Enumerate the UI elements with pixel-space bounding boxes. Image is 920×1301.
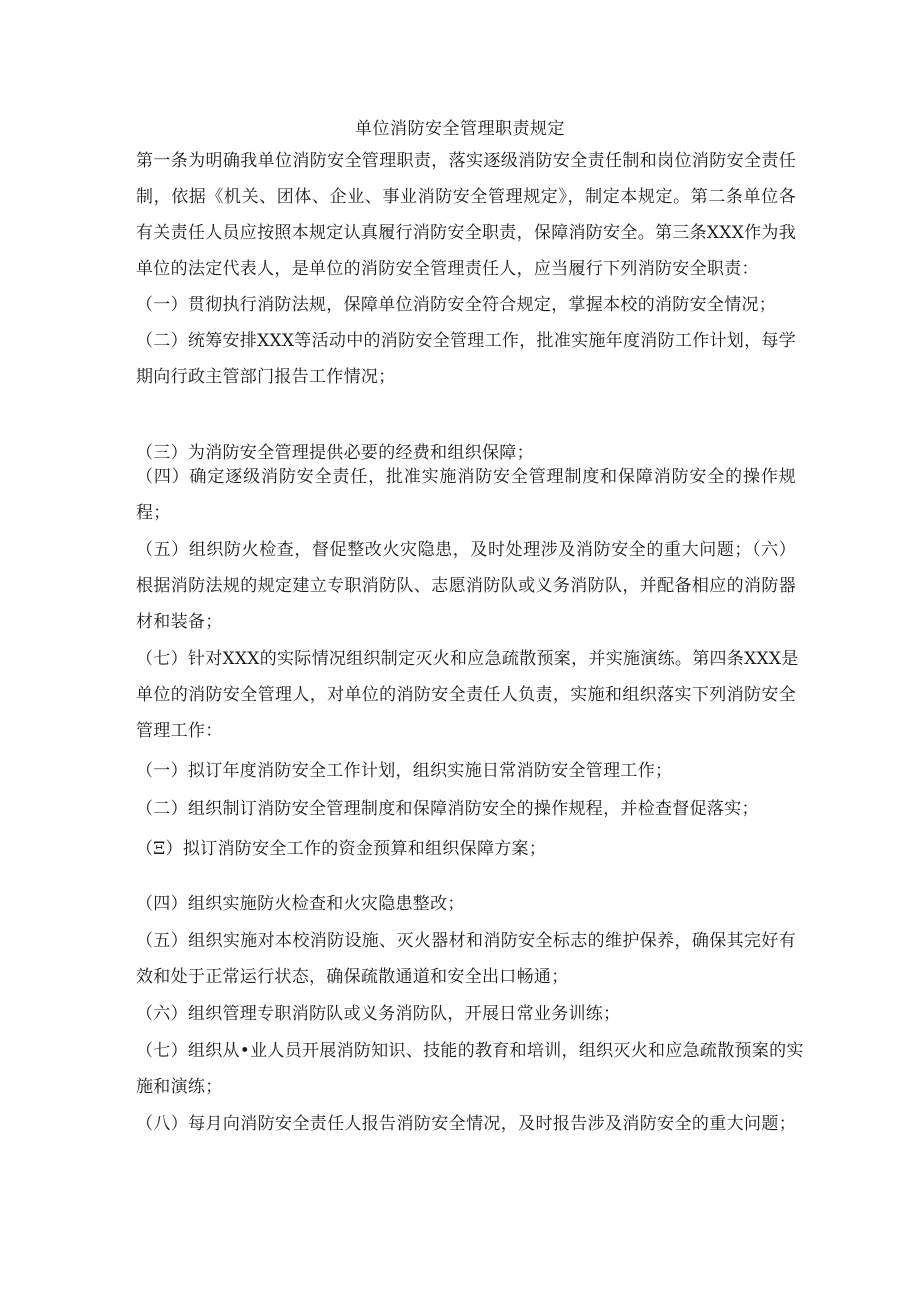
paragraph-line: （Ξ）拟订消防安全工作的资金预算和组织保障方案； [136,839,547,859]
paragraph-line: （七）组织从•业人员开展消防知识、技能的教育和培训，组织灭火和应急疏散预案的实 [136,1041,804,1061]
paragraph-line: （五）组织实施对本校消防设施、灭火器材和消防安全标志的维护保养，确保其完好有 [136,931,796,951]
paragraph-line: 根据消防法规的规定建立专职消防队、志愿消防队或义务消防队，并配备相应的消防器 [136,576,796,596]
paragraph-line: （四）确定逐级消防安全责任，批准实施消防安全管理制度和保障消防安全的操作规 [136,467,796,487]
paragraph-line: （五）组织防火检查，督促整改火灾隐患，及时处理涉及消防安全的重大问题；（六） [136,540,796,560]
paragraph-line: 材和装备； [136,612,223,632]
paragraph-line: 效和处于正常运行状态，确保疏散通道和安全出口畅通； [136,967,569,987]
paragraph-line: 程； [136,503,171,523]
paragraph-line: 单位的法定代表人，是单位的消防安全管理责任人，应当履行下列消防安全职责： [136,259,759,279]
paragraph-line: 有关责任人员应按照本规定认真履行消防安全职责，保障消防安全。第三条XXX作为我 [136,223,797,243]
paragraph-line: （三）为消防安全管理提供必要的经费和组织保障； [136,443,534,463]
paragraph-line: （八）每月向消防安全责任人报告消防安全情况，及时报告涉及消防安全的重大问题； [136,1114,796,1134]
paragraph-line: 管理工作： [136,721,223,741]
paragraph-line: 期向行政主管部门报告工作情况； [136,367,396,387]
paragraph-line: （二）统筹安排XXX等活动中的消防安全管理工作，批准实施年度消防工作计划，每学 [136,331,797,351]
paragraph-line: （一）拟订年度消防安全工作计划，组织实施日常消防安全管理工作； [136,761,673,781]
document-title: 单位消防安全管理职责规定 [355,119,565,139]
paragraph-line: 单位的消防安全管理人，对单位的消防安全责任人负责，实施和组织落实下列消防安全 [136,685,796,705]
paragraph-line: （四）组织实施防火检查和火灾隐患整改； [136,894,465,914]
paragraph-line: 制，依据《机关、团体、企业、事业消防安全管理规定》，制定本规定。第二条单位各 [136,187,796,207]
paragraph-line: （七）针对XXX的实际情况组织制定灭火和应急疏散预案，并实施演练。第四条XXX是 [136,649,799,669]
paragraph-line: （六）组织管理专职消防队或义务消防队，开展日常业务训练； [136,1004,621,1024]
paragraph-line: （一）贯彻执行消防法规，保障单位消防安全符合规定，掌握本校的消防安全情况； [136,295,777,315]
paragraph-line: 第一条为明确我单位消防安全管理职责，落实逐级消防安全责任制和岗位消防安全责任 [136,151,796,171]
paragraph-line: （二）组织制订消防安全管理制度和保障消防安全的操作规程，并检查督促落实； [136,799,759,819]
paragraph-line: 施和演练； [136,1077,223,1097]
